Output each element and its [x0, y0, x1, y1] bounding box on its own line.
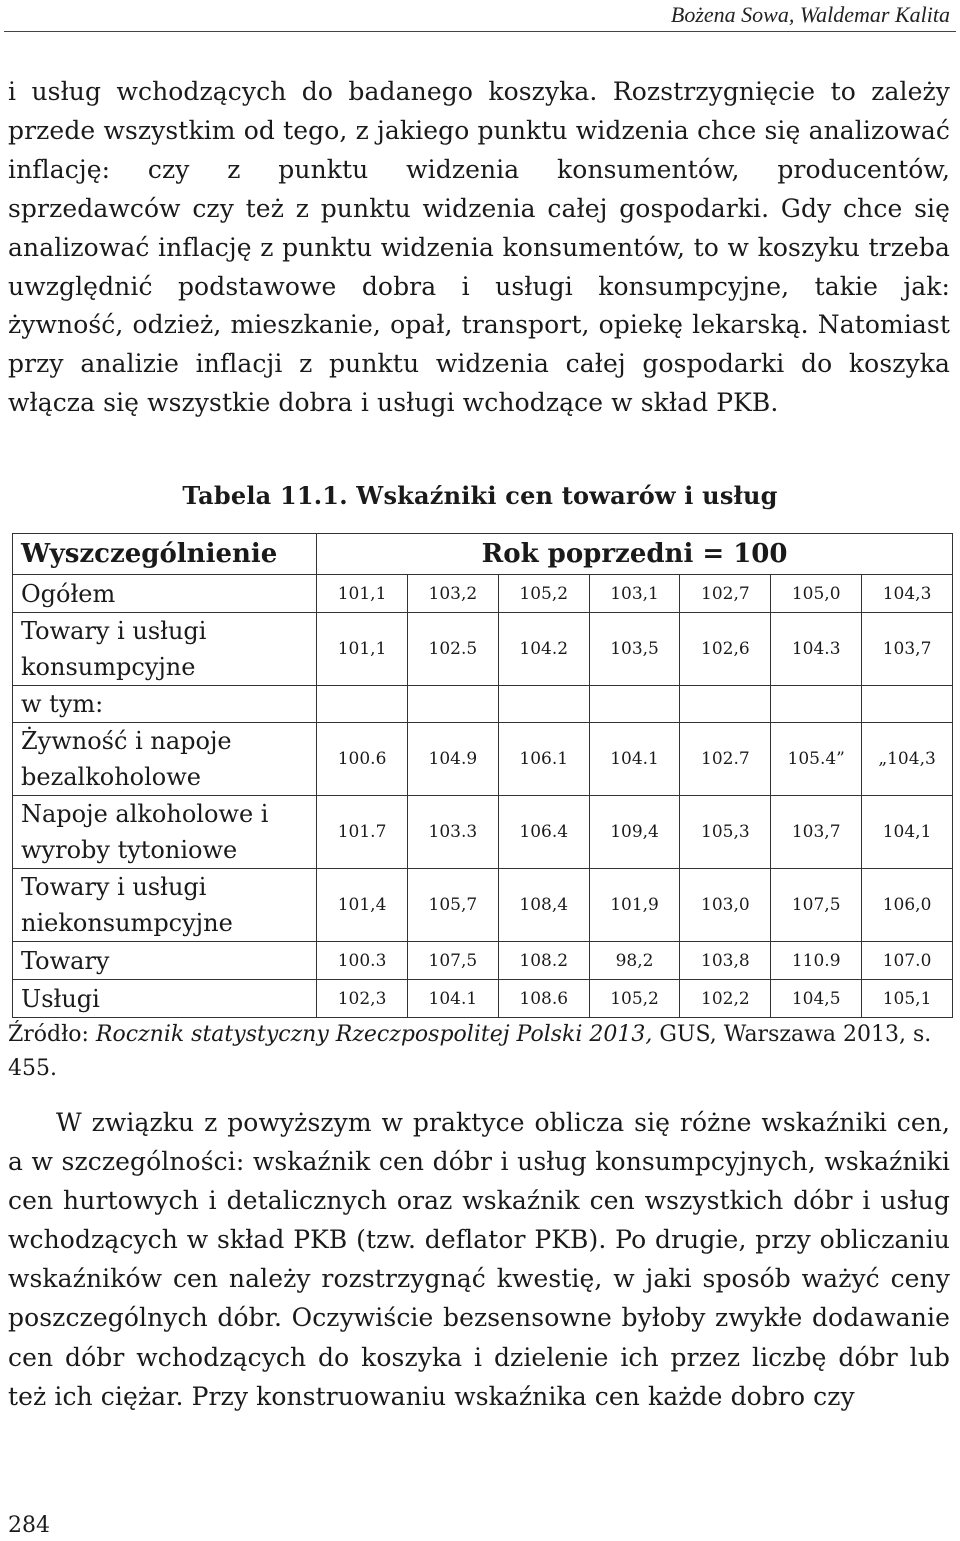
index-value-cell: 101,4	[317, 869, 408, 942]
index-value-cell: 105,2	[589, 980, 680, 1018]
table-row	[13, 942, 953, 980]
table-row	[13, 613, 953, 686]
index-value-cell: 103,5	[589, 613, 680, 686]
index-value-cell: 109,4	[589, 796, 680, 869]
index-value-cell: 103,2	[407, 575, 498, 613]
table-row	[13, 686, 953, 723]
table-row	[13, 980, 953, 1018]
index-value-cell: 104.1	[407, 980, 498, 1018]
index-value-cell: 104.1	[589, 723, 680, 796]
index-value-cell: 102,3	[317, 980, 408, 1018]
index-value-cell: 98,2	[589, 942, 680, 980]
index-value-cell: 102,6	[680, 613, 771, 686]
row-label: Towary i usługi niekonsumpcyjne	[13, 869, 317, 942]
index-value-cell: 103,0	[680, 869, 771, 942]
index-value-cell: 104.2	[498, 613, 589, 686]
table-source	[8, 1018, 953, 1086]
row-label: Żywność i napoje bezalkoholowe	[13, 723, 317, 796]
index-value-cell: 103,7	[771, 796, 862, 869]
index-value-cell: 105,2	[498, 575, 589, 613]
index-value-cell: 108,4	[498, 869, 589, 942]
row-label: w tym:	[13, 686, 317, 723]
index-value-cell: 108.6	[498, 980, 589, 1018]
index-value-cell: 101,9	[589, 869, 680, 942]
index-value-cell: 102.7	[680, 723, 771, 796]
table-body	[13, 575, 953, 1018]
index-value-cell	[771, 686, 862, 723]
index-value-cell	[680, 686, 771, 723]
body-paragraph-1: i usług wchodzących do badanego koszyka. Rozstrzygnięcie to zależy przede wszystkim od tego, z jakiego punktu widzenia chce się analizować inflację: czy z punktu widzenia konsumentów, producentów, sprzedawców czy też z punktu widzenia całej gospodarki. Gdy chce się analizować inflację z punktu widzenia konsumentów, to w koszyku trzeba uwzględnić podstawowe dobra i usługi konsumpcyjne, takie jak: żywność, odzież, mieszkanie, opał, transport, opiekę lekarską. Natomiast przy analizie inflacji z punktu widzenia całej gospodarki do koszyka włącza się wszystkie dobra i usługi wchodzące w skład PKB.	[8, 77, 950, 418]
index-value-cell	[862, 686, 953, 723]
index-value-cell: 106,0	[862, 869, 953, 942]
index-value-cell: 105.4”	[771, 723, 862, 796]
header-description: Wyszczególnienie	[13, 534, 317, 575]
index-value-cell	[498, 686, 589, 723]
index-value-cell	[589, 686, 680, 723]
index-value-cell: 105,7	[407, 869, 498, 942]
index-value-cell: 101.7	[317, 796, 408, 869]
index-value-cell: 104.3	[771, 613, 862, 686]
index-value-cell: 104,1	[862, 796, 953, 869]
row-label: Ogółem	[13, 575, 317, 613]
table-row	[13, 869, 953, 942]
index-value-cell: 100.6	[317, 723, 408, 796]
price-index-table	[12, 533, 953, 1018]
index-value-cell: 103,8	[680, 942, 771, 980]
index-value-cell: 107,5	[771, 869, 862, 942]
page-number: 284	[8, 1513, 50, 1538]
index-value-cell: 101,1	[317, 575, 408, 613]
index-value-cell: 101,1	[317, 613, 408, 686]
index-value-cell: 106.1	[498, 723, 589, 796]
row-label: Napoje alkoholowe i wyroby tytoniowe	[13, 796, 317, 869]
index-value-cell: 100.3	[317, 942, 408, 980]
index-value-cell: 106.4	[498, 796, 589, 869]
table-header-row	[13, 534, 953, 575]
index-value-cell: 104,5	[771, 980, 862, 1018]
row-label: Usługi	[13, 980, 317, 1018]
row-label: Towary	[13, 942, 317, 980]
index-value-cell: 103,7	[862, 613, 953, 686]
body-paragraph-2	[8, 1103, 950, 1416]
index-value-cell: 103,1	[589, 575, 680, 613]
index-value-cell: „104,3	[862, 723, 953, 796]
index-value-cell	[407, 686, 498, 723]
table-caption: Tabela 11.1. Wskaźniki cen towarów i usług	[182, 481, 778, 510]
index-value-cell: 105,1	[862, 980, 953, 1018]
index-value-cell: 107.0	[862, 942, 953, 980]
index-value-cell: 107,5	[407, 942, 498, 980]
index-value-cell: 103.3	[407, 796, 498, 869]
index-value-cell	[317, 686, 408, 723]
index-value-cell: 102,2	[680, 980, 771, 1018]
index-value-cell: 108.2	[498, 942, 589, 980]
source-title: Rocznik statystyczny Rzeczpospolitej Polski 2013,	[95, 1022, 653, 1047]
source-suffix: GUS, Warszawa 2013, s. 455.	[8, 1022, 932, 1081]
row-label: Towary i usługi konsumpcyjne	[13, 613, 317, 686]
table-row	[13, 723, 953, 796]
source-prefix: Źródło:	[8, 1022, 96, 1047]
index-value-cell: 104.9	[407, 723, 498, 796]
index-value-cell: 102,7	[680, 575, 771, 613]
table-row	[13, 575, 953, 613]
index-value-cell: 105,0	[771, 575, 862, 613]
index-value-cell: 105,3	[680, 796, 771, 869]
index-value-cell: 104,3	[862, 575, 953, 613]
running-head: Bożena Sowa, Waldemar Kalita	[670, 2, 950, 27]
index-value-cell: 102.5	[407, 613, 498, 686]
index-value-cell: 110.9	[771, 942, 862, 980]
header-rule	[4, 31, 956, 32]
header-base-year: Rok poprzedni = 100	[317, 534, 953, 575]
table-row	[13, 796, 953, 869]
body-paragraph-2-text: W związku z powyższym w praktyce oblicza się różne wskaźniki cen, a w szczególności: wskaźnik cen dóbr i usług konsumpcyjnych, wskaźniki cen hurtowych i detalicznych oraz wskaźnik cen wszystkich dóbr i usług wchodzących w skład PKB (tzw. deflator PKB). Po drugie, przy obliczaniu wskaźników cen należy rozstrzygnąć kwestię, w jaki sposób ważyć ceny poszczególnych dóbr. Oczywiście bezsensowne byłoby zwykłe dodawanie cen dóbr wchodzących do koszyka i dzielenie ich przez liczbę dóbr lub też ich ciężar. Przy konstruowaniu wskaźnika cen każde dobro czy	[8, 1108, 950, 1411]
